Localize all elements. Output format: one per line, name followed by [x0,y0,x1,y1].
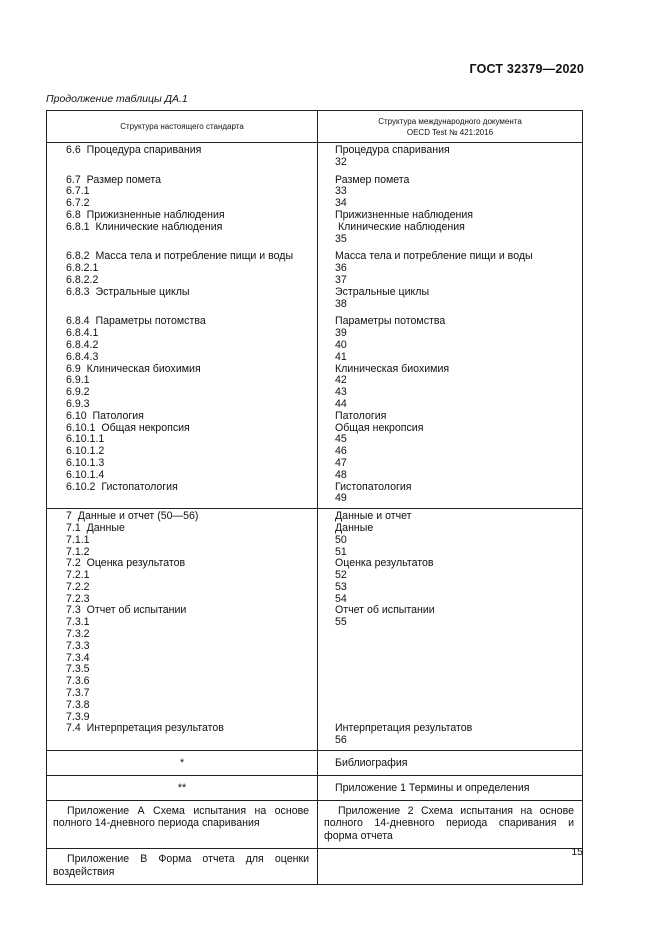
annex-a-oecd-cell [318,801,582,848]
table-line [66,493,313,505]
table-line: 35 [335,232,347,245]
table-line: 7.1.1 [66,533,90,546]
annex-b-oecd-cell [318,849,582,859]
table-line: 6.10.2 Гистопатология [66,480,178,493]
table-header-row [47,111,583,143]
table-line: 43 [335,386,347,399]
table-line [66,735,313,747]
bibliography-oecd-cell: Библиография [318,751,583,776]
table-line: 6.8.4.3 [66,350,99,363]
table-line [66,299,313,311]
annex-a-standard-cell [47,801,317,836]
table-line: 39 [335,327,347,340]
table-row-terms [47,776,583,801]
table-line: 7.1 Данные [66,521,125,534]
table-line: Данные и отчет [335,510,412,523]
table-line: 52 [335,569,347,582]
table-line: 45 [335,433,347,446]
table-line: 6.10.1 Общая некропсия [66,421,190,434]
table-line [335,653,578,665]
table-line: 6.10.1.2 [66,445,105,458]
table-line [335,700,578,712]
table-line: 6.9.1 [66,374,90,387]
table-line: 7.2 Оценка результатов [66,557,186,570]
table-line: Данные [335,521,374,534]
column-header-oecd-line1: Структура международного документа [378,116,522,126]
table-line: 54 [335,592,347,605]
table-line: 6.8.2.1 [66,262,99,275]
table-row-annex-a [47,801,583,849]
annex-b-standard-text: Приложение В Форма отчета для оценки воздействия [53,853,309,878]
table-line: 6.8.4 Параметры потомства [66,315,206,328]
table-line [335,641,578,653]
table-line: 6.9.2 [66,386,90,399]
table-line [66,234,313,246]
table-line: Эстральные циклы [335,285,430,298]
table-line: 6.7.2 [66,197,90,210]
table-line: 40 [335,338,347,351]
table-line [335,629,578,641]
table-line: 53 [335,580,347,593]
table-line: 56 [335,734,347,747]
table-line [335,664,578,676]
table-line: 6.7.1 [66,185,90,198]
table-line: 42 [335,374,347,387]
table-line: 44 [335,397,347,410]
table-line: 6.10.1.1 [66,433,105,446]
table-line: Прижизненные наблюдения [335,208,473,221]
page-number: 15 [571,846,583,858]
correspondence-table [46,110,583,885]
document-code: ГОСТ 32379—2020 [469,62,584,76]
table-line: 7.3.6 [66,675,90,688]
table-line: Клиническая биохимия [335,362,450,375]
column-header-oecd [318,111,583,143]
annex-a-oecd-text: Приложение 2 Схема испытания на основе полного 14-дневного периода спаривания и форма отчета [324,805,574,842]
table-line: Гистопатология [335,480,412,493]
bibliography-standard-cell: * [47,751,318,776]
table-line: 47 [335,456,347,469]
table-line: 7.3.3 [66,639,90,652]
table-line: 7.3.7 [66,687,90,700]
table-line: 7.2.1 [66,569,90,582]
table-line: 32 [335,155,347,168]
table-line: 38 [335,297,347,310]
table-line: 50 [335,533,347,546]
table-row-section-7 [47,509,583,751]
table-line: 6.10.1.3 [66,456,105,469]
table-line: Патология [335,409,387,422]
table-line: Масса тела и потребление пищи и воды [335,250,533,263]
table-line: 33 [335,185,347,198]
table-line: 41 [335,350,347,363]
table-line: 6.10.1.4 [66,468,105,481]
table-line: 6.6 Процедура спаривания [66,144,202,156]
table-line [335,688,578,700]
table-line: 6.8.3 Эстральные циклы [66,285,190,298]
table-line: 55 [335,616,347,629]
annex-a-standard-text: Приложение А Схема испытания на основе полного 14-дневного периода спаривания [53,805,309,830]
table-line: 6.8 Прижизненные наблюдения [66,208,225,221]
table-row-bibliography [47,751,583,776]
table-line: Параметры потомства [335,315,446,328]
table-line: 51 [335,545,347,558]
table-caption: Продолжение таблицы ДА.1 [46,93,188,105]
table-line: 6.8.1 Клинические наблюдения [66,220,223,233]
table-line: Отчет об испытании [335,604,435,617]
table-line: 37 [335,273,347,286]
table-line: 46 [335,445,347,458]
table-line: Интерпретация результатов [335,722,473,735]
table-line: Клинические наблюдения [335,220,465,233]
column-header-oecd-line2: OECD Test № 421:2016 [406,127,494,137]
table-line: 36 [335,262,347,275]
table-line: 7.3.5 [66,663,90,676]
column-header-standard: Структура настоящего стандарта [47,111,318,143]
table-line: 7.3.8 [66,698,90,711]
terms-oecd-cell: Приложение 1 Термины и определения [318,776,583,801]
table-line: Общая некропсия [335,421,424,434]
table-line: 6.8.2 Масса тела и потребление пищи и воды [66,250,294,263]
table-line: Оценка результатов [335,557,434,570]
table-line: 7.3.2 [66,628,90,641]
table-line: 7.1.2 [66,545,90,558]
table-line: 6.8.4.2 [66,338,99,351]
section-7-oecd-cell [318,509,582,750]
table-row-annex-b [47,849,583,885]
table-line: 7.3.4 [66,651,90,664]
table-line: 6.9 Клиническая биохимия [66,362,201,375]
section-7-standard-cell [47,509,317,750]
table-line: 7.3.9 [66,710,90,723]
table-line: 7.3 Отчет об испытании [66,604,187,617]
table-line: 34 [335,197,347,210]
table-line: 7.3.1 [66,616,90,629]
table-row-section-6 [47,143,583,509]
table-line [66,157,313,169]
table-line: 6.8.4.1 [66,327,99,340]
annex-b-standard-cell [47,849,317,884]
table-line: 7.2.3 [66,592,90,605]
table-line: 6.7 Размер помета [66,173,162,186]
table-line [335,676,578,688]
table-line: 48 [335,468,347,481]
table-line: Размер помета [335,173,410,186]
table-line: 6.9.3 [66,397,90,410]
table-line: Процедура спаривания [335,144,450,156]
table-line: 6.8.2.2 [66,273,99,286]
terms-standard-cell: ** [47,776,318,801]
table-line: 7.2.2 [66,580,90,593]
table-line: 49 [335,492,347,505]
section-6-standard-cell [47,143,317,508]
table-line: 6.10 Патология [66,409,144,422]
section-6-oecd-cell [318,143,582,508]
table-line: 7 Данные и отчет (50—56) [66,510,199,523]
table-line: 7.4 Интерпретация результатов [66,722,224,735]
